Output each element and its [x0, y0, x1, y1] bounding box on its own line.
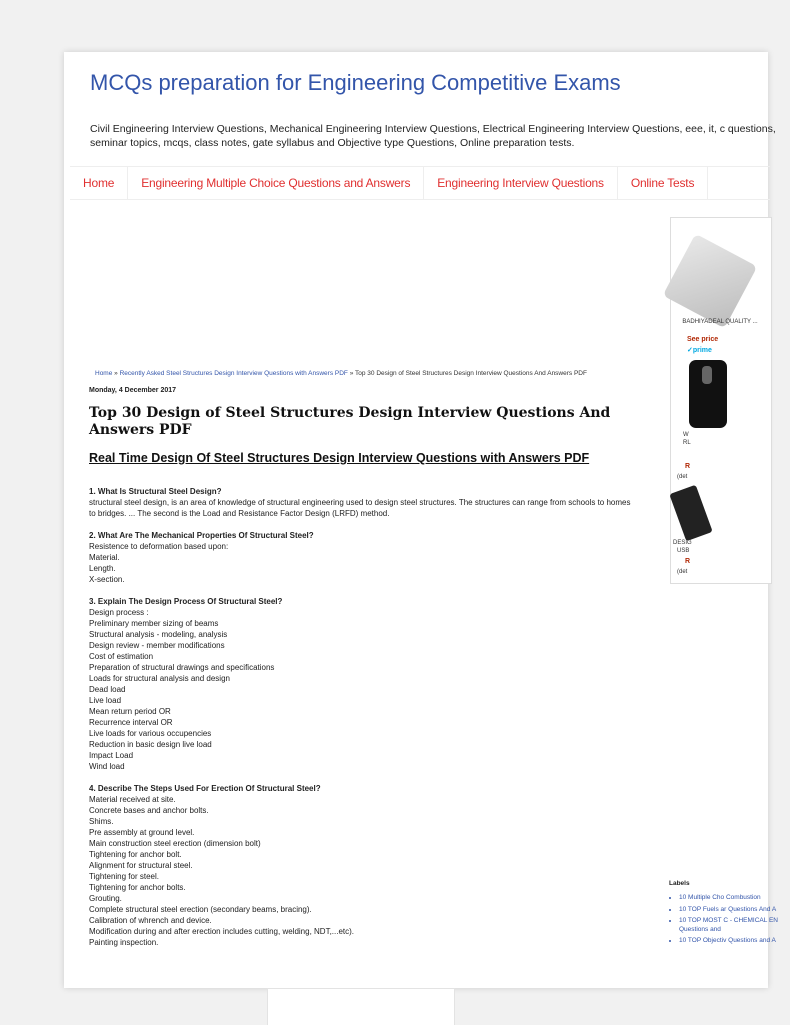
- answer-line: Painting inspection.: [89, 938, 159, 947]
- breadcrumb-separator: »: [112, 370, 120, 377]
- product-label[interactable]: BADHIYADEAL QUALITY ...: [682, 319, 758, 325]
- product-label[interactable]: USB: [677, 548, 690, 554]
- product-label[interactable]: DESIG: [673, 540, 692, 546]
- answer-line: structural steel design, is an area of knowledge of structural engineering used to design steel structures. The structures can range from schools to homes to bridges. ... The second is the Load and Resistance Factor Design (LRFD) method.: [89, 498, 631, 518]
- details-link[interactable]: (det: [677, 474, 688, 480]
- answer-line: Material received at site.: [89, 795, 176, 804]
- usb-cable-image[interactable]: [669, 485, 712, 542]
- answer-line: Structural analysis - modeling, analysis: [89, 630, 228, 639]
- breadcrumb: [95, 370, 587, 377]
- answer-line: X-section.: [89, 575, 125, 584]
- main-nav: [70, 166, 770, 200]
- labels-list: [669, 894, 789, 949]
- question-block: [89, 596, 634, 772]
- nav-item-online-tests[interactable]: Online Tests: [618, 167, 708, 199]
- post-subtitle: Real Time Design Of Steel Structures Design Interview Questions with Answers PDF: [89, 451, 590, 465]
- answer-line: Preparation of structural drawings and specifications: [89, 663, 275, 672]
- breadcrumb-current: Top 30 Design of Steel Structures Design Interview Questions And Answers PDF: [355, 370, 587, 377]
- blog-page: [64, 52, 778, 988]
- answer-line: Design process :: [89, 608, 149, 617]
- labels-heading: Labels: [669, 880, 690, 887]
- answer-line: Loads for structural analysis and design: [89, 674, 230, 683]
- breadcrumb-parent-link[interactable]: Recently Asked Steel Structures Design Interview Questions with Answers PDF: [119, 370, 348, 377]
- answer-line: Dead load: [89, 685, 126, 694]
- answer-line: Reduction in basic design live load: [89, 740, 212, 749]
- question-heading: 3. Explain The Design Process Of Structural Steel?: [89, 597, 283, 606]
- answer-line: Length.: [89, 564, 116, 573]
- answer-line: Live load: [89, 696, 122, 705]
- bottom-panel: [267, 988, 455, 1025]
- price-text: R: [685, 558, 691, 565]
- answer-line: Recurrence interval OR: [89, 718, 173, 727]
- answer-line: Resistence to deformation based upon:: [89, 542, 229, 551]
- product-label[interactable]: W: [683, 432, 689, 438]
- nav-item-home[interactable]: Home: [70, 167, 128, 199]
- answer-line: Modification during and after erection includes cutting, welding, NDT,...etc).: [89, 927, 355, 936]
- answer-line: Material.: [89, 553, 120, 562]
- answer-line: Complete structural steel erection (secondary beams, bracing).: [89, 905, 312, 914]
- answer-line: Grouting.: [89, 894, 122, 903]
- question-block: [89, 783, 634, 948]
- blog-description: Civil Engineering Interview Questions, Mechanical Engineering Interview Questions, Electrical Engineering Interview Questions, eee, it, c questions, seminar topics, mcqs, class notes, gate syllabus and Objective type Questions, Online preparation tests.: [90, 123, 776, 149]
- answer-line: Cost of estimation: [89, 652, 154, 661]
- breadcrumb-separator: »: [347, 370, 356, 377]
- question-heading: 1. What Is Structural Steel Design?: [89, 487, 222, 496]
- blog-title[interactable]: MCQs preparation for Engineering Competitive Exams: [90, 70, 621, 95]
- answer-line: Calibration of whrench and device.: [89, 916, 212, 925]
- answer-line: Tightening for steel.: [89, 872, 159, 881]
- post-body: [89, 486, 634, 959]
- post-title: Top 30 Design of Steel Structures Design Interview Questions And Answers PDF: [89, 405, 611, 438]
- answer-line: Live loads for various occupencies: [89, 729, 212, 738]
- answer-line: Design review - member modifications: [89, 641, 225, 650]
- answer-line: Impact Load: [89, 751, 134, 760]
- prime-badge: ✓prime: [687, 347, 712, 354]
- nav-item-mcq[interactable]: Engineering Multiple Choice Questions and Answers: [128, 167, 424, 199]
- answer-line: Tightening for anchor bolts.: [89, 883, 186, 892]
- label-link[interactable]: • 10 TOP Objectiv Questions and A: [679, 937, 789, 946]
- label-link[interactable]: • 10 Multiple Cho Combustion: [679, 894, 789, 903]
- answer-line: Wind load: [89, 762, 125, 771]
- question-heading: 2. What Are The Mechanical Properties Of Structural Steel?: [89, 531, 314, 540]
- label-link[interactable]: • 10 TOP MOST C - CHEMICAL EN Questions and: [679, 917, 789, 934]
- answer-line: Preliminary member sizing of beams: [89, 619, 219, 628]
- phone-product-image[interactable]: [689, 360, 727, 428]
- breadcrumb-home-link[interactable]: Home: [95, 370, 113, 377]
- details-link[interactable]: (det: [677, 569, 688, 575]
- phone-product-image[interactable]: [663, 234, 758, 329]
- answer-line: Main construction steel erection (dimension bolt): [89, 839, 261, 848]
- question-block: [89, 486, 634, 519]
- label-link[interactable]: • 10 TOP Fuels ar Questions And A: [679, 906, 789, 915]
- answer-line: Shims.: [89, 817, 114, 826]
- answer-line: Alignment for structural steel.: [89, 861, 193, 870]
- question-heading: 4. Describe The Steps Used For Erection Of Structural Steel?: [89, 784, 321, 793]
- post-date: Monday, 4 December 2017: [89, 387, 177, 394]
- answer-line: Pre assembly at ground level.: [89, 828, 195, 837]
- answer-line: Mean return period OR: [89, 707, 171, 716]
- see-price-link[interactable]: See price: [687, 336, 719, 343]
- price-text: R: [685, 463, 691, 470]
- ad-placeholder: [88, 212, 658, 362]
- sidebar-ad-widget[interactable]: [670, 217, 772, 584]
- answer-line: Concrete bases and anchor bolts.: [89, 806, 209, 815]
- product-label[interactable]: RL: [683, 440, 691, 446]
- answer-line: Tightening for anchor bolt.: [89, 850, 182, 859]
- nav-item-interview-questions[interactable]: Engineering Interview Questions: [424, 167, 618, 199]
- question-block: [89, 530, 634, 585]
